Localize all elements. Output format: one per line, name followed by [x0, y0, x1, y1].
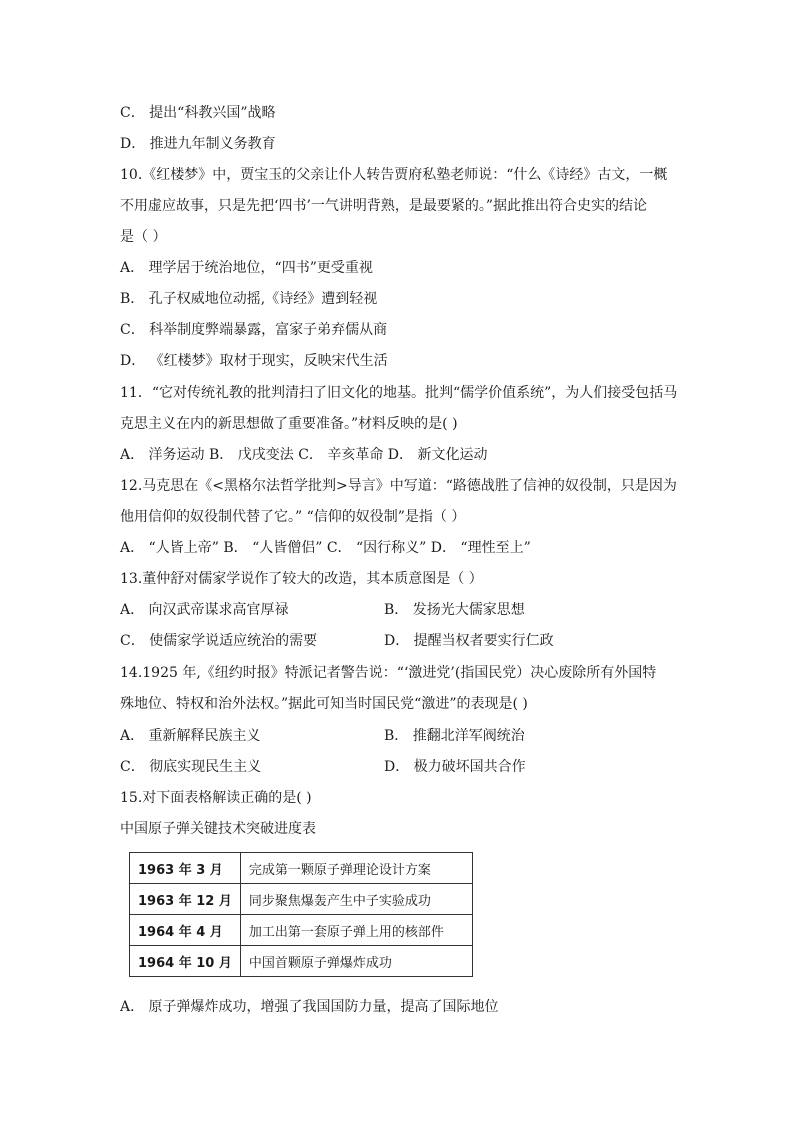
table-cell-date: 1963 年 3 月 — [130, 853, 241, 884]
q10-option-c[interactable]: C． 科举制度弊端暴露，富家子弟弃儒从商 — [120, 322, 388, 338]
q10-option-a[interactable]: A． 理学居于统治地位，“四书”更受重视 — [120, 260, 373, 276]
q11-stem-line2: 克思主义在内的新思想做了重要准备。”材料反映的是( ) — [120, 416, 458, 432]
q13-option-d[interactable]: D． 提醒当权者要实行仁政 — [384, 633, 554, 649]
q15-option-a[interactable]: A． 原子弹爆炸成功，增强了我国国防力量，提高了国际地位 — [120, 999, 499, 1015]
q10-stem-line3: 是（ ） — [120, 229, 167, 245]
q15-table-title: 中国原子弹关键技术突破进度表 — [120, 821, 316, 837]
table-cell-date: 1964 年 10 月 — [130, 946, 241, 977]
table-cell-event: 同步聚焦爆轰产生中子实验成功 — [240, 884, 472, 915]
table-cell-date: 1964 年 4 月 — [130, 915, 241, 946]
q10-option-d[interactable]: D． 《红楼梦》取材于现实，反映宋代生活 — [120, 353, 388, 369]
q10-stem-line1: 10.《红楼梦》中，贾宝玉的父亲让仆人转告贾府私塾老师说：“什么《诗经》古文，一概 — [120, 167, 668, 183]
q12-stem-line2: 他用信仰的奴役制代替了它。” “信仰的奴役制”是指（ ） — [120, 509, 466, 525]
q14-option-c[interactable]: C． 彻底实现民生主义 — [120, 759, 262, 775]
q13-option-c[interactable]: C． 使儒家学说适应统治的需要 — [120, 633, 318, 649]
q13-stem: 13.董仲舒对儒家学说作了较大的改造，其本质意图是（ ） — [120, 571, 483, 587]
q14-stem-line1: 14.1925 年,《纽约时报》特派记者警告说：“‘激进党’(指国民党）决心废除所有外国特 — [120, 665, 657, 681]
table-cell-event: 加工出第一套原子弹上用的核部件 — [240, 915, 472, 946]
q10-stem-line2: 不用虚应故事，只是先把‘四书’一气讲明背熟，是最要紧的。”据此推出符合史实的结论 — [120, 198, 648, 214]
table-cell-event: 完成第一颗原子弹理论设计方案 — [240, 853, 472, 884]
q13-option-b[interactable]: B． 发扬光大儒家思想 — [384, 602, 525, 618]
q14-stem-line2: 殊地位、特权和治外法权。”据此可知当时国民党“激进”的表现是( ) — [120, 696, 528, 712]
q11-stem-line1: 11．“它对传统礼教的批判清扫了旧文化的地基。批判“儒学价值系统”，为人们接受包括马 — [120, 385, 678, 401]
table-cell-date: 1963 年 12 月 — [130, 884, 241, 915]
q12-stem-line1: 12.马克思在《<黑格尔法哲学批判>导言》中写道：“路德战胜了信神的奴役制，只是因为 — [120, 478, 677, 494]
q13-option-a[interactable]: A． 向汉武帝谋求高官厚禄 — [120, 602, 289, 618]
q14-option-b[interactable]: B． 推翻北洋军阀统治 — [384, 728, 525, 744]
q14-option-d[interactable]: D． 极力破坏国共合作 — [384, 759, 526, 775]
table-row — [130, 915, 473, 946]
q12-options[interactable]: A． “人皆上帝” B． “人皆僧侣” C． “因行称义” D． “理性至上” — [120, 540, 531, 556]
q9-option-c[interactable]: C． 提出“科教兴国”战略 — [120, 105, 276, 121]
table-row — [130, 853, 473, 884]
q10-option-b[interactable]: B． 孔子权威地位动摇,《诗经》遭到轻视 — [120, 291, 378, 307]
atomic-bomb-progress-table — [129, 852, 473, 977]
table-row — [130, 884, 473, 915]
q9-option-d[interactable]: D． 推进九年制义务教育 — [120, 136, 276, 152]
q11-options[interactable]: A． 洋务运动 B． 戊戌变法 C． 辛亥革命 D． 新文化运动 — [120, 447, 488, 463]
table-cell-event: 中国首颗原子弹爆炸成功 — [240, 946, 472, 977]
q14-option-a[interactable]: A． 重新解释民族主义 — [120, 728, 261, 744]
q15-stem: 15.对下面表格解读正确的是( ) — [120, 790, 312, 806]
table-row — [130, 946, 473, 977]
